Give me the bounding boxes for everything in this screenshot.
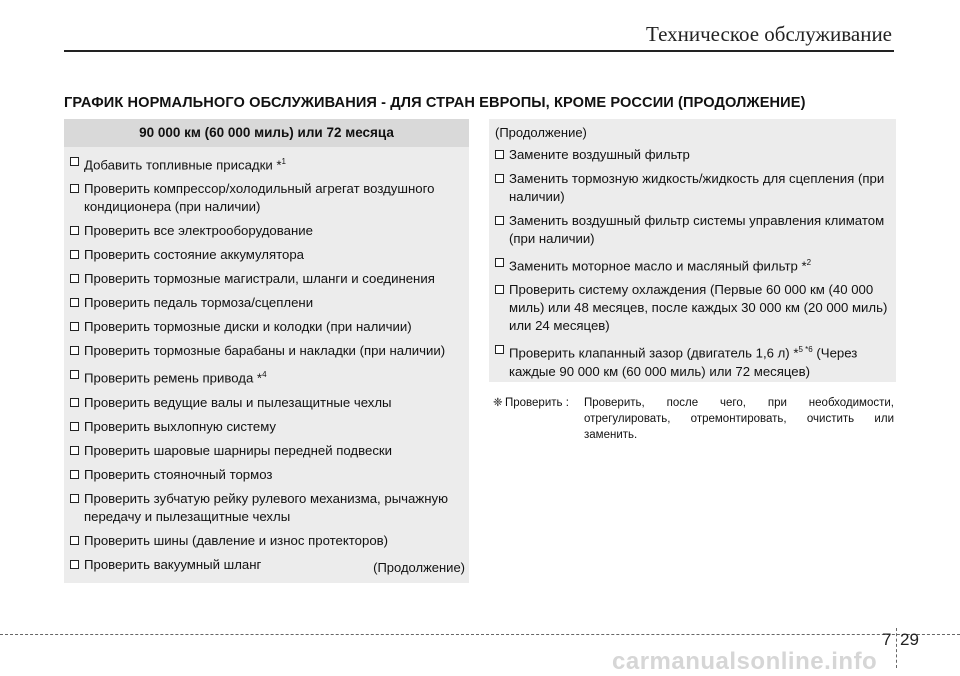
- checklist-item: [64, 294, 469, 312]
- checkbox-square-icon: [70, 184, 79, 193]
- checkbox-square-icon: [495, 258, 504, 267]
- checklist-item: [64, 442, 469, 460]
- checklist-item: [64, 153, 469, 174]
- checkbox-square-icon: [495, 174, 504, 183]
- checklist-item: [64, 318, 469, 336]
- checkbox-square-icon: [70, 298, 79, 307]
- checkbox-square-icon: [495, 150, 504, 159]
- checklist-item-text: Проверить педаль тормоза/сцеплени: [84, 295, 314, 311]
- left-item-list: [64, 147, 469, 574]
- page-number-separator: [896, 628, 897, 668]
- checklist-item: [489, 254, 896, 275]
- checklist-item-subtext: (Через каждые 90 000 км (60 000 миль) или 72 месяцев): [509, 345, 858, 379]
- checklist-item: [489, 281, 896, 335]
- watermark: carmanualsonline.info: [612, 648, 878, 675]
- header-rule: [64, 50, 894, 52]
- left-column-heading: 90 000 км (60 000 миль) или 72 месяца: [64, 119, 469, 147]
- checklist-item: [64, 394, 469, 412]
- checkbox-square-icon: [70, 494, 79, 503]
- checklist-item: [489, 170, 896, 206]
- checklist-item: [489, 341, 896, 380]
- checkbox-square-icon: [70, 274, 79, 283]
- checkbox-square-icon: [70, 370, 79, 379]
- checkbox-square-icon: [70, 157, 79, 166]
- checklist-item-text: Проверить тормозные барабаны и накладки (при наличии): [84, 343, 446, 359]
- checkbox-square-icon: [70, 446, 79, 455]
- right-item-list: [489, 144, 896, 381]
- right-column-panel: [489, 119, 896, 382]
- checkbox-square-icon: [70, 346, 79, 355]
- checklist-item: [64, 342, 469, 360]
- checklist-item: [64, 222, 469, 240]
- checklist-item-text: Добавить топливные присадки *: [84, 157, 282, 173]
- checklist-item: [489, 212, 896, 248]
- checkbox-square-icon: [70, 250, 79, 259]
- checklist-item-text: Проверить состояние аккумулятора: [84, 247, 305, 263]
- checkbox-square-icon: [70, 536, 79, 545]
- checklist-item: [64, 466, 469, 484]
- checklist-item-text: Проверить тормозные диски и колодки (при наличии): [84, 319, 412, 335]
- checklist-item-text: Проверить шаровые шарниры передней подвески: [84, 442, 393, 458]
- checklist-item-text: Проверить шины (давление и износ протекторов): [84, 532, 389, 548]
- checklist-item: [489, 146, 896, 164]
- checkbox-square-icon: [70, 560, 79, 569]
- checkbox-square-icon: [70, 322, 79, 331]
- checklist-item-text: Проверить все электрооборудование: [84, 223, 313, 239]
- checklist-item-text: Заменить воздушный фильтр системы управления климатом (при наличии): [509, 213, 885, 246]
- footnote-ref: 4: [262, 370, 267, 380]
- footnote-ref: 5 *6: [798, 345, 813, 355]
- checklist-item-text: Проверить клапанный зазор (двигатель 1,6 л) *: [509, 345, 799, 361]
- continued-label: (Продолжение): [373, 560, 465, 575]
- page-number: 29: [900, 630, 919, 649]
- note-mark-icon: ❈: [493, 397, 503, 409]
- continued-label: (Продолжение): [495, 125, 587, 140]
- checklist-item-text: Проверить вакуумный шланг: [84, 556, 262, 572]
- checklist-item: [64, 246, 469, 264]
- running-header-title: Техническое обслуживание: [646, 22, 892, 46]
- note-text: Проверить, после чего, при необходимости, отрегулировать, отремонтировать, очистить или заменить.: [584, 397, 894, 441]
- checkbox-square-icon: [495, 216, 504, 225]
- checklist-item: [64, 270, 469, 288]
- chapter-number: 7: [882, 630, 892, 649]
- checklist-item-text: Проверить ремень привода *: [84, 370, 263, 386]
- checkbox-square-icon: [70, 226, 79, 235]
- checklist-item-text: Заменить моторное масло и масляный фильтр *: [509, 258, 807, 274]
- checkbox-square-icon: [70, 398, 79, 407]
- footnote-ref: 2: [806, 258, 812, 267]
- checklist-item: [64, 418, 469, 436]
- checklist-item-text: Замените воздушный фильтр: [509, 147, 690, 162]
- checkbox-square-icon: [495, 285, 504, 294]
- checklist-item-text: Проверить систему охлаждения (Первые 60 000 км (40 000 миль) или 48 месяцев, после каждых 30 000 км (20 000 миль) или 24 месяцев): [509, 282, 888, 334]
- checklist-item: [64, 180, 469, 216]
- footnote-ref: 1: [281, 157, 286, 166]
- section-title: ГРАФИК НОРМАЛЬНОГО ОБСЛУЖИВАНИЯ - ДЛЯ СТРАН ЕВРОПЫ, КРОМЕ РОССИИ (ПРОДОЛЖЕНИЕ): [64, 95, 806, 111]
- checklist-item-text: Проверить компрессор/холодильный агрегат воздушного кондиционера (при наличии): [84, 181, 435, 215]
- checklist-item-text: Проверить ведущие валы и пылезащитные чехлы: [84, 394, 392, 410]
- checkbox-square-icon: [70, 422, 79, 431]
- note-label: Проверить :: [505, 397, 569, 409]
- checklist-item-text: Заменить тормозную жидкость/жидкость для сцепления (при наличии): [509, 171, 885, 204]
- checklist-item-text: Проверить зубчатую рейку рулевого механизма, рычажную передачу и пылезащитные чехлы: [84, 490, 448, 524]
- checklist-item-text: Проверить тормозные магистрали, шланги и соединения: [84, 271, 435, 287]
- checkbox-square-icon: [70, 470, 79, 479]
- left-column-panel: [64, 119, 469, 583]
- checklist-item-text: Проверить выхлопную систему: [84, 418, 277, 434]
- checklist-item: [64, 490, 469, 526]
- footer-rule: [0, 634, 960, 635]
- checklist-item-text: Проверить стояночный тормоз: [84, 466, 273, 482]
- checklist-item: [64, 532, 469, 550]
- checkbox-square-icon: [495, 345, 504, 354]
- checklist-item: [64, 366, 469, 387]
